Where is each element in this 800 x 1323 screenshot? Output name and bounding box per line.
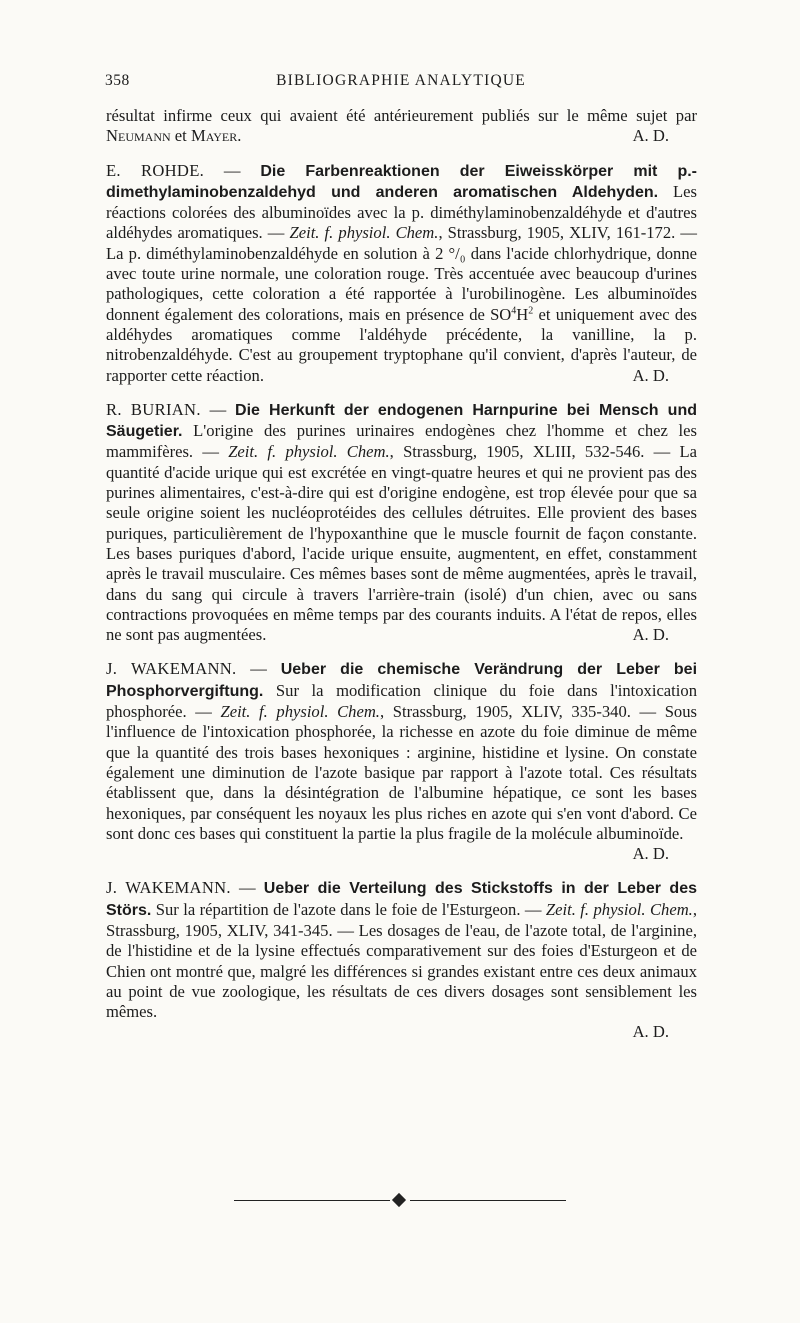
entry-continuation xyxy=(106,106,697,147)
entry-author: J. WAKEMANN. xyxy=(106,878,231,898)
entry-title: Ueber die chemische Verändrung der Leber bei Phosphorvergiftung. xyxy=(106,661,698,700)
cited-author: Neumann xyxy=(106,126,171,146)
entry-text: Sur la répartition de l'azote dans le foie de l'Esturgeon. — xyxy=(151,899,546,919)
entry-text: , Strassburg, 1905, XLIII, 532-546. — La quantité d'acide urique qui est excrétée en vingt-quatre heures et qui ne provient pas des purines alimentaires, c'est-à-dire qui est d'origine endogène, est trop élevée pour que sa seule origine soient les nucléoprotéides des cellules détruites. Elle provient des bases puriques, particulièrement de l'hypoxanthine que le muscle fournit de façon constante. Les bases puriques d'abord, l'acide urique ensuite, augmentent, en effet, constamment après le travail musculaire. Ces mêmes bases sont de même augmentées, après le travail, dans du sang qui circule à travers l'arrière-train (isolé) d'un chien, avec ou sans contractions provoquées en même temps par des courants induits. A l'état de repos, elles ne sont pas augmentées. xyxy=(106,442,697,645)
formula-sup: 4 xyxy=(511,305,517,317)
entry-text: , Strassburg, 1905, XLIV, 341-345. — Les dosages de l'eau, de l'azote total, de l'arginine, de l'histidine et de la lysine effectués comparativement sur des foies d'Esturgeon et de Chien ont montré que, malgré les différences si grandes existant entre ces deux animaux au point de vue zoologique, les résultats de ces divers dosages sont sensiblement les mêmes. xyxy=(106,899,697,1022)
formula-sup: 2 xyxy=(528,305,534,317)
journal: Zeit. f. physiol. Chem. xyxy=(228,442,390,462)
entry-author: R. BURIAN. xyxy=(106,399,201,419)
entry-text: , Strassburg, 1905, XLIV, 161-172. — La p. diméthylaminobenzaldéhyde en solution à 2 °/₀ dans l'acide chlorhydrique, donne avec toute urine normale, une coloration rouge. Très accentuée avec beaucoup d'urines pathologiques, cette coloration a été rapportée à l'urobilinogène. Les albuminoïdes donnent également des colorations, mais en présence de SO xyxy=(106,223,697,324)
entry-author: J. WAKEMANN. xyxy=(106,659,237,679)
signature: A. D. xyxy=(632,126,669,146)
signature: A. D. xyxy=(632,844,669,864)
diamond-icon xyxy=(392,1193,406,1207)
signature: A. D. xyxy=(632,625,669,645)
rule-line-left xyxy=(234,1200,390,1201)
entry-wakemann-2 xyxy=(106,878,697,1042)
entry-text: L'origine des purines urinaires endogènes chez l'homme et chez les mammifères. — xyxy=(106,421,697,462)
entry-text: et xyxy=(170,126,191,146)
entry-wakemann-1 xyxy=(106,659,697,864)
section-end-ornament xyxy=(234,1194,566,1208)
dash: — xyxy=(204,160,261,180)
running-title: BIBLIOGRAPHIE ANALYTIQUE xyxy=(276,72,526,89)
entry-author: E. ROHDE. xyxy=(106,160,205,180)
entry-title: Die Farbenreaktionen der Eiweisskörper mit p.-dimethylaminobenzaldehyd und anderen aromatischen Aldehyden. xyxy=(106,162,698,201)
cited-author: Mayer xyxy=(190,126,238,146)
entry-text: et uniquement avec des aldéhydes aromatiques comme l'aldéhyde précédente, la vanilline, la p. nitrobenzaldéhyde. C'est au groupement tryptophane qu'il convient, d'après l'auteur, de rapporter cette réaction. xyxy=(106,304,697,385)
entry-text: . xyxy=(237,126,242,146)
entry-paragraph xyxy=(106,400,697,646)
journal: Zeit. f. physiol. Chem. xyxy=(545,899,693,919)
entry-paragraph xyxy=(106,878,697,1022)
entry-burian xyxy=(106,400,697,646)
entry-text: , Strassburg, 1905, XLIV, 335-340. — Sous l'influence de l'intoxication phosphorée, la richesse en azote du foie diminue de même que la quantité des trois bases hexoniques : arginine, histidine et lysine. On constate également une diminution de l'azote basique par rapport à l'azote total. Ces résultats établissent que, dans la désintégration de l'albumine hépatique, ce sont les bases hexoniques, par conséquent les noyaux les plus riches en azote qui s'en vont d'abord. Ce sont donc ces bases qui constituent la partie la plus fragile de la molécule albuminoïde. xyxy=(106,702,697,843)
entry-rohde xyxy=(106,161,697,386)
dash: — xyxy=(200,399,236,419)
entry-paragraph xyxy=(106,161,697,386)
journal: Zeit. f. physiol. Chem. xyxy=(289,223,439,243)
entry-text: résultat infirme ceux qui avaient été antérieurement publiés sur le même sujet par xyxy=(106,106,697,125)
page-number: 358 xyxy=(105,72,130,89)
entry-title: Die Herkunft der endogenen Harnpurine bei Mensch und Säugetier. xyxy=(106,401,698,441)
entry-title: Ueber die Verteilung des Stickstoffs in der Leber des Störs. xyxy=(106,880,697,919)
entry-text: Les réactions colorées des albuminoïdes avec la p. diméthylaminobenzaldéhyde et d'autres aldéhydes aromatiques. — xyxy=(106,181,697,243)
journal: Zeit. f. physiol. Chem. xyxy=(220,702,380,722)
rule-line-right xyxy=(410,1200,566,1201)
dash: — xyxy=(236,659,281,679)
dash: — xyxy=(230,878,264,898)
running-head xyxy=(105,72,697,94)
entry-paragraph xyxy=(106,659,698,864)
signature: A. D. xyxy=(632,365,669,385)
signature: A. D. xyxy=(632,1022,669,1042)
entry-paragraph xyxy=(106,106,697,147)
body-text xyxy=(106,106,697,1057)
entry-text: Sur la modification clinique du foie dans l'intoxication phosphorée. — xyxy=(106,680,697,722)
formula: H xyxy=(516,304,529,324)
